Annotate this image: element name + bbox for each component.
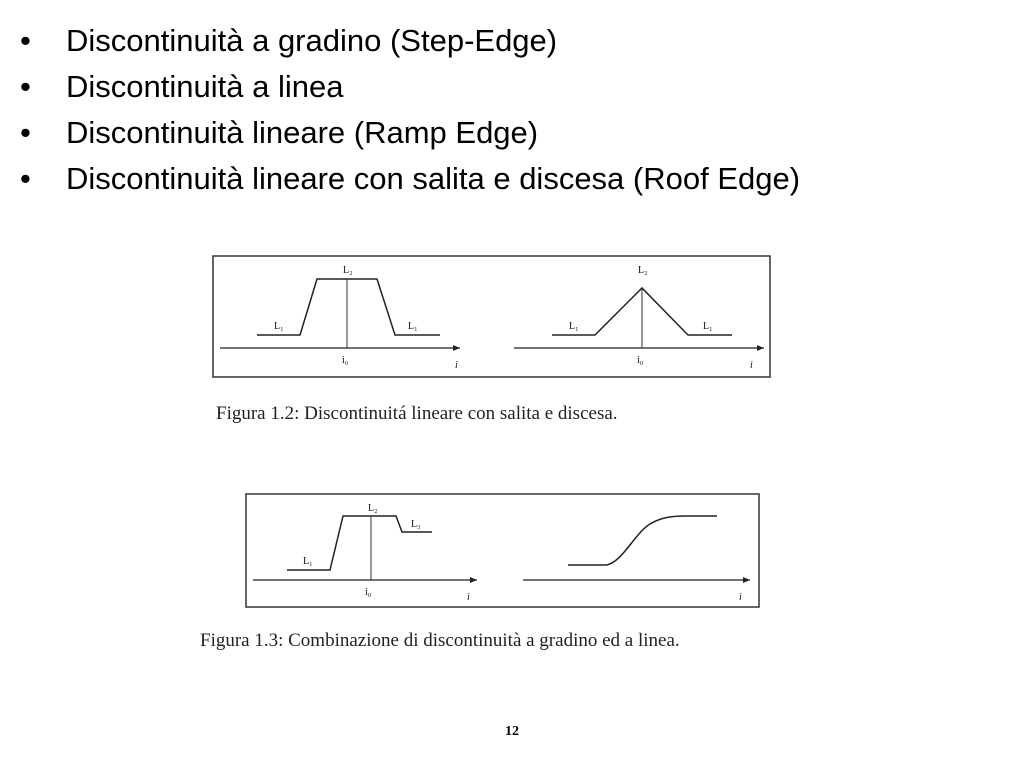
- label-l3: L₃: [411, 519, 421, 530]
- page-number: 12: [505, 724, 519, 739]
- bullet-list: [20, 18, 800, 202]
- label-l1-right: L₁: [408, 321, 418, 332]
- label-i0: i₀: [637, 355, 644, 366]
- bullet-item: [20, 64, 800, 110]
- label-i: i: [750, 360, 753, 371]
- label-l1: L₁: [303, 556, 313, 567]
- x-axis-arrow-icon: [743, 577, 750, 583]
- bullet-dot-icon: •: [20, 23, 31, 58]
- figure-1-3-caption: Figura 1.3: Combinazione di discontinuità a gradino ed a linea.: [200, 630, 680, 651]
- smooth-ramp-profile: [568, 516, 717, 565]
- bullet-text: Discontinuità lineare con salita e discesa (Roof Edge): [66, 161, 801, 196]
- label-i0: i₀: [365, 587, 372, 598]
- bullet-text: Discontinuità lineare (Ramp Edge): [66, 115, 539, 150]
- label-i: i: [455, 360, 458, 371]
- bullet-text: Discontinuità a linea: [66, 69, 344, 104]
- label-l2: L₂: [638, 265, 648, 276]
- figure-frame: [213, 256, 770, 377]
- x-axis-arrow-icon: [757, 345, 764, 351]
- bullet-item: [20, 156, 800, 202]
- label-i: i: [467, 592, 470, 603]
- bullet-dot-icon: •: [20, 161, 31, 196]
- x-axis-arrow-icon: [470, 577, 477, 583]
- bullet-dot-icon: •: [20, 115, 31, 150]
- label-l1-left: L₁: [274, 321, 284, 332]
- label-l1-right: L₁: [703, 321, 713, 332]
- bullet-text: Discontinuità a gradino (Step-Edge): [66, 23, 558, 58]
- figure-1-2-caption: Figura 1.2: Discontinuitá lineare con salita e discesa.: [216, 403, 618, 424]
- bullet-dot-icon: •: [20, 69, 31, 104]
- x-axis-arrow-icon: [453, 345, 460, 351]
- bullet-item: [20, 18, 800, 64]
- label-l1-left: L₁: [569, 321, 579, 332]
- figure-1-2-diagram: [212, 255, 772, 380]
- bullet-item: [20, 110, 800, 156]
- label-i: i: [739, 592, 742, 603]
- label-i0: i₀: [342, 355, 349, 366]
- figure-1-3-diagram: [245, 493, 761, 610]
- label-l2: L₂: [343, 265, 353, 276]
- figure-frame: [246, 494, 759, 607]
- label-l2: L₂: [368, 503, 378, 514]
